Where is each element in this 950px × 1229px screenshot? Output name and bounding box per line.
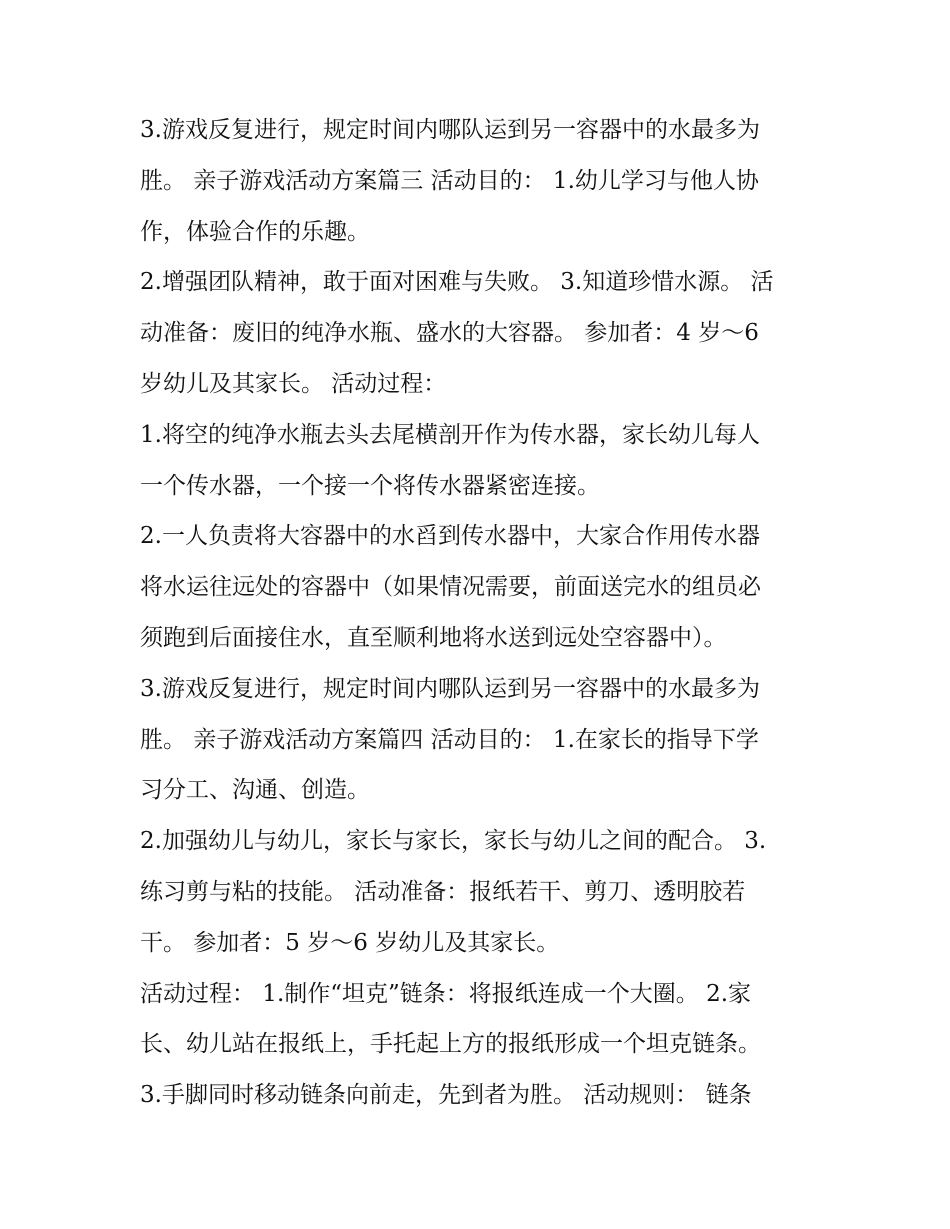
text-line: 3.手脚同时移动链条向前走，先到者为胜。 活动规则： 链条 <box>140 1082 752 1109</box>
document-body <box>140 105 820 1121</box>
text-line: 作，体验合作的乐趣。 <box>140 218 370 245</box>
text-line: 胜。 亲子游戏活动方案篇四 活动目的： 1.在家长的指导下学 <box>140 726 759 753</box>
text-line: 2.一人负责将大容器中的水舀到传水器中，大家合作用传水器 <box>140 523 760 550</box>
text-line: 3.游戏反复进行，规定时间内哪队运到另一容器中的水最多为 <box>140 675 760 702</box>
text-line: 习分工、沟通、创造。 <box>140 777 370 804</box>
text-line: 一个传水器，一个接一个将传水器紧密连接。 <box>140 472 600 499</box>
text-line: 活动过程： 1.制作“坦克”链条：将报纸连成一个大圈。 2.家 <box>140 980 752 1007</box>
text-line: 胜。 亲子游戏活动方案篇三 活动目的： 1.幼儿学习与他人协 <box>140 167 759 194</box>
text-line: 动准备：废旧的纯净水瓶、盛水的大容器。 参加者：4 岁～6 <box>140 320 759 347</box>
text-line: 练习剪与粘的技能。 活动准备：报纸若干、剪刀、透明胶若 <box>140 878 746 905</box>
text-line: 干。 参加者：5 岁～6 岁幼儿及其家长。 <box>140 929 560 956</box>
text-line: 将水运往远处的容器中（如果情况需要，前面送完水的组员必 <box>140 574 761 601</box>
text-line: 2.增强团队精神，敢于面对困难与失败。 3.知道珍惜水源。 活 <box>140 269 774 296</box>
text-line: 1.将空的纯净水瓶去头去尾横剖开作为传水器，家长幼儿每人 <box>140 421 760 448</box>
text-line: 长、幼儿站在报纸上，手托起上方的报纸形成一个坦克链条。 <box>140 1031 761 1058</box>
text-line: 岁幼儿及其家长。 活动过程： <box>140 370 447 397</box>
text-line: 2.加强幼儿与幼儿，家长与家长，家长与幼儿之间的配合。 3. <box>140 828 767 855</box>
text-line: 3.游戏反复进行，规定时间内哪队运到另一容器中的水最多为 <box>140 117 760 143</box>
text-line: 须跑到后面接住水，直至顺利地将水送到远处空容器中）。 <box>140 624 727 651</box>
